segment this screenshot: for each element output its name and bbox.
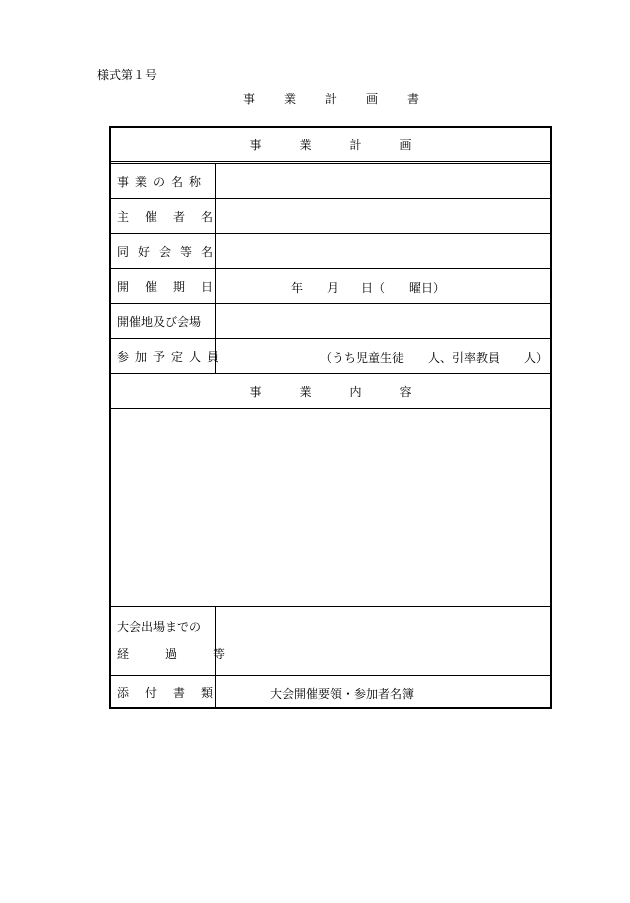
date-weekday: 曜日）: [409, 281, 446, 295]
label-history-line1: 大会出場までの: [117, 620, 202, 634]
label-participants: 参加予定人員: [111, 339, 216, 373]
row-event-name: [111, 164, 550, 199]
row-participants: [111, 339, 550, 374]
label-club-name: 同好会等名: [111, 234, 216, 268]
label-venue: 開催地及び会場: [111, 304, 216, 338]
field-event-name[interactable]: [216, 164, 550, 198]
row-date: [111, 269, 550, 304]
date-year: 年: [291, 281, 304, 295]
label-organizer: 主催者名: [111, 199, 216, 233]
content-body[interactable]: [111, 409, 550, 607]
plan-table: [109, 126, 552, 709]
section-title-row: [111, 128, 550, 164]
field-attachments[interactable]: [216, 676, 550, 709]
form-number: 様式第１号: [97, 68, 158, 82]
label-event-name: 事業の名称: [111, 164, 216, 198]
participants-note: （うち児童生徒 人、引率教員 人）: [320, 351, 549, 365]
row-history: [111, 607, 550, 676]
field-club-name[interactable]: [216, 234, 550, 268]
field-participants[interactable]: [216, 339, 550, 373]
document-title: 事業計画書: [243, 92, 449, 106]
label-history: [111, 607, 262, 675]
label-attachments: 添付書類: [111, 676, 216, 709]
section-title: 事業計画: [249, 138, 450, 152]
label-date: 開催期日: [111, 269, 216, 303]
field-history[interactable]: [216, 607, 550, 675]
attachments-value: 大会開催要領・参加者名簿: [270, 687, 415, 701]
date-month: 月: [327, 281, 340, 295]
row-attachments: [111, 676, 550, 709]
content-title: 事業内容: [249, 384, 450, 399]
field-venue[interactable]: [216, 304, 550, 338]
date-day: 日（: [361, 281, 386, 295]
row-venue: [111, 304, 550, 339]
row-club-name: [111, 234, 550, 269]
content-title-row: [111, 374, 550, 409]
field-date[interactable]: [216, 269, 550, 303]
row-organizer: [111, 199, 550, 234]
field-organizer[interactable]: [216, 199, 550, 233]
label-history-line2: 経過等: [117, 647, 262, 661]
